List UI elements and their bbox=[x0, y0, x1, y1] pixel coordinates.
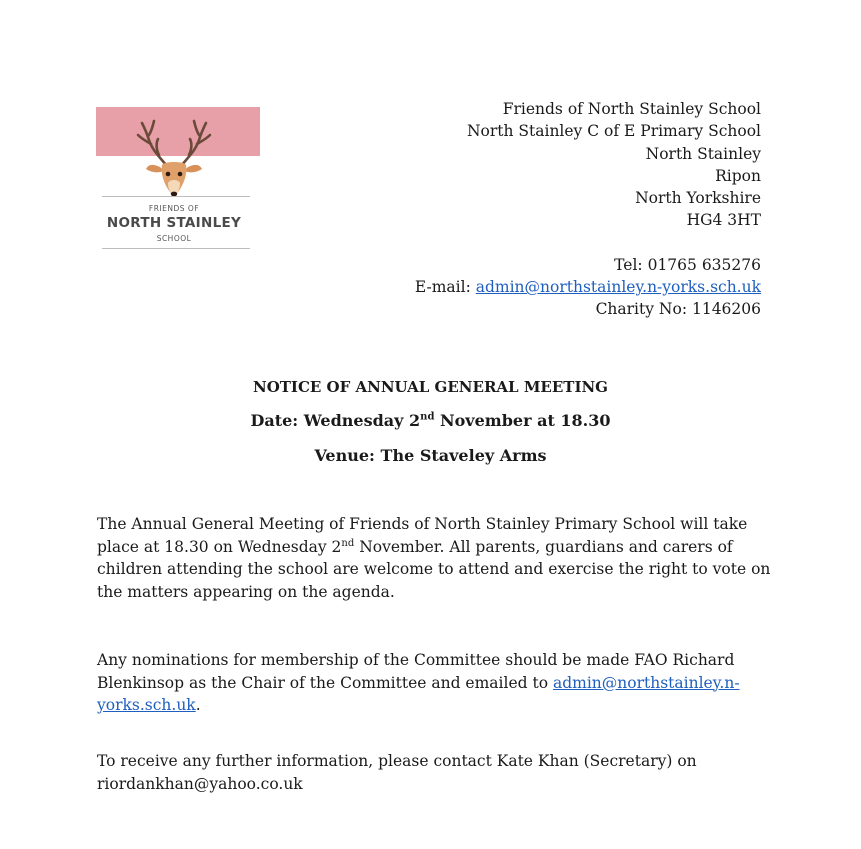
notice-heading: NOTICE OF ANNUAL GENERAL MEETING bbox=[252, 378, 608, 396]
logo-divider-bottom bbox=[102, 248, 250, 249]
sender-address bbox=[415, 98, 761, 321]
logo-text-name: NORTH STAINLEY bbox=[106, 215, 242, 231]
paragraph-nominations-end: . bbox=[195, 696, 201, 714]
meeting-date bbox=[0, 411, 861, 430]
school-logo bbox=[96, 107, 260, 253]
address-line: Ripon bbox=[715, 166, 761, 185]
address-spacer bbox=[415, 232, 761, 254]
date-prefix: Date: Wednesday 2 bbox=[250, 411, 421, 430]
address-line: Friends of North Stainley School bbox=[502, 100, 761, 118]
paragraph-agm-text-b: November. All parents, guardians and carers of children attending the school are welcome to attend and exercise the right to vote on the matters appearing on the agenda. bbox=[97, 537, 771, 601]
email-line bbox=[415, 276, 761, 298]
paragraph-contact: To receive any further information, please contact Kate Khan (Secretary) on riordankhan@yahoo.co.uk bbox=[97, 752, 697, 793]
logo-text-friends-of: FRIENDS OF bbox=[148, 204, 200, 213]
email-link[interactable]: admin@northstainley.n-yorks.sch.uk bbox=[475, 278, 761, 297]
logo-divider-top bbox=[102, 196, 250, 197]
date-ordinal: nd bbox=[420, 411, 435, 423]
email-label: E-mail: bbox=[414, 278, 476, 297]
paragraph-agm-ordinal: nd bbox=[341, 537, 355, 549]
date-suffix: November at 18.30 bbox=[434, 411, 611, 430]
paragraph-nominations bbox=[97, 649, 777, 717]
address-line: HG4 3HT bbox=[686, 211, 761, 230]
address-line: North Stainley bbox=[645, 144, 761, 163]
paragraph-nominations-text: Any nominations for membership of the Committee should be made FAO Richard Blenkinsop as the Chair of the Committee and emailed to bbox=[97, 651, 735, 692]
address-line: North Stainley C of E Primary School bbox=[466, 122, 761, 141]
telephone: Tel: 01765 635276 bbox=[614, 255, 761, 274]
charity-number: Charity No: 1146206 bbox=[595, 300, 761, 319]
meeting-venue: Venue: The Staveley Arms bbox=[314, 446, 547, 465]
paragraph-agm-text-a: The Annual General Meeting of Friends of North Stainley Primary School will take place at 18.30 on Wednesday 2 bbox=[97, 515, 748, 556]
paragraph-agm bbox=[97, 513, 777, 603]
deer-icon bbox=[126, 113, 222, 203]
nominations-email-link[interactable]: admin@northstainley.n-yorks.sch.uk bbox=[97, 673, 740, 714]
address-line: North Yorkshire bbox=[635, 189, 761, 208]
logo-text-school: SCHOOL bbox=[156, 234, 192, 243]
